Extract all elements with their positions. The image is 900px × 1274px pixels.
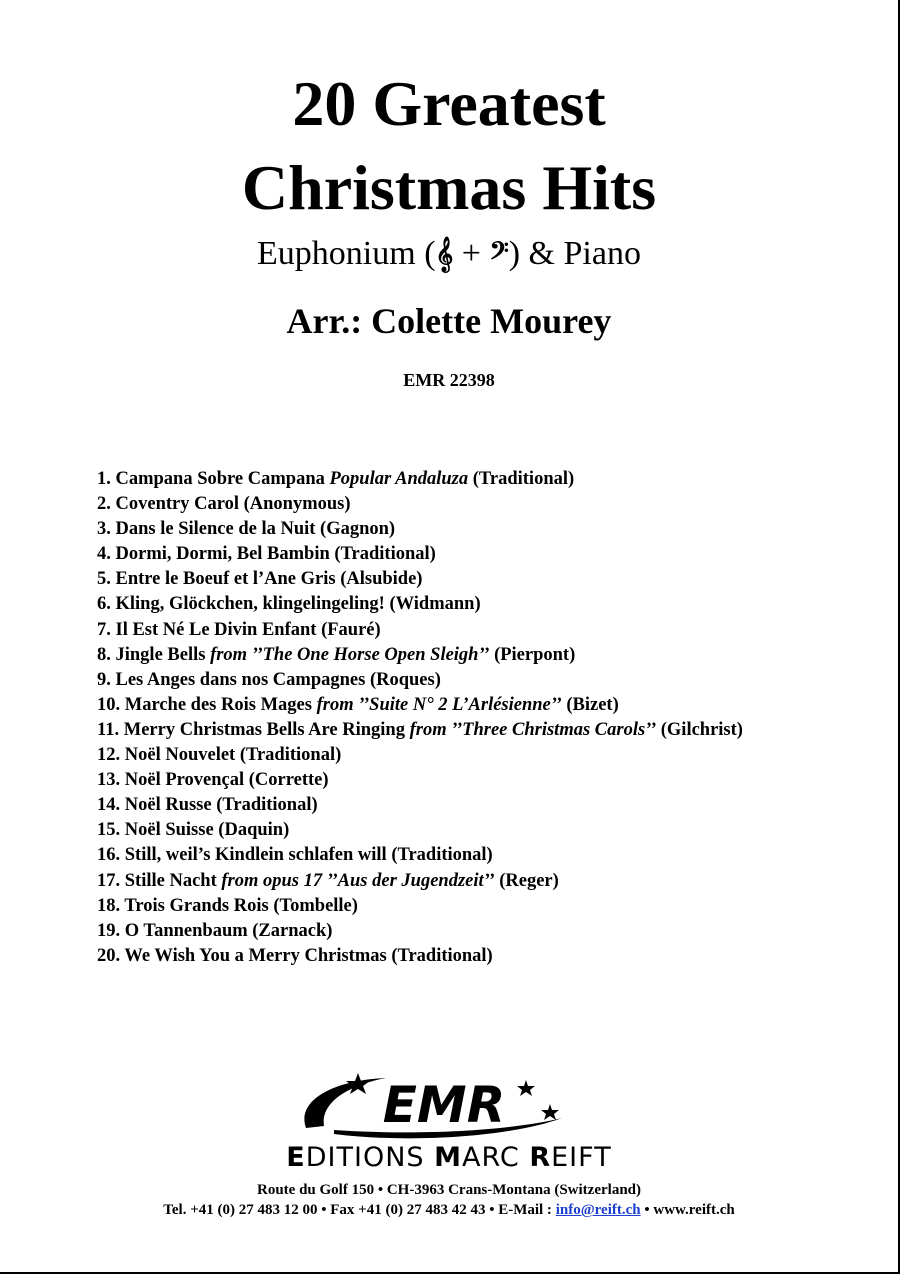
publisher-word-editions: DITIONS [305, 1142, 435, 1173]
track-item [97, 818, 743, 843]
track-item [97, 517, 743, 542]
track-composer: (Daquin) [218, 820, 290, 841]
track-item [97, 492, 743, 517]
track-source: Popular Andaluza [329, 469, 469, 489]
arranger: Arr.: Colette Mourey [286, 301, 612, 341]
track-item [97, 542, 743, 567]
track-composer: (Traditional) [391, 845, 493, 866]
track-composer: (Gilchrist) [660, 719, 743, 740]
emr-logo-icon [294, 1070, 570, 1140]
track-number: 6. [97, 594, 111, 615]
contact-phone-fax: Tel. +41 (0) 27 483 12 00 • Fax +41 (0) 27 483 42 43 • E-Mail : [163, 1202, 556, 1218]
track-number: 17. [97, 870, 121, 891]
track-source: from opus 17 ’’Aus der Jugendzeit’’ [221, 870, 495, 891]
track-title: Trois Grands Rois [124, 895, 269, 916]
track-composer: (Zarnack) [252, 920, 333, 941]
track-number: 1. [97, 469, 111, 489]
publisher-initial-r: R [529, 1142, 552, 1173]
track-item [97, 743, 743, 768]
track-item [97, 944, 743, 969]
track-title: Campana Sobre Campana [115, 469, 325, 489]
track-number: 9. [97, 669, 111, 690]
publisher-address: Route du Golf 150 • CH-3963 Crans-Montana (Switzerland) [257, 1182, 641, 1198]
track-title: Stille Nacht [124, 870, 217, 891]
track-title: Kling, Glöckchen, klingelingeling! [115, 594, 385, 615]
track-composer: (Reger) [499, 870, 559, 891]
track-number: 14. [97, 795, 121, 816]
track-number: 8. [97, 644, 111, 665]
track-number: 4. [97, 544, 111, 565]
plus-sign: + [453, 235, 490, 272]
track-title: Entre le Boeuf et l’Ane Gris [115, 569, 336, 590]
track-title: Noël Suisse [124, 820, 214, 841]
track-composer: (Traditional) [239, 745, 342, 766]
track-composer: (Traditional) [472, 469, 575, 489]
track-composer: (Roques) [369, 669, 441, 690]
track-item [97, 668, 743, 693]
track-composer: (Pierpont) [494, 644, 576, 665]
track-item [97, 718, 743, 743]
contact-website: • www.reift.ch [640, 1202, 735, 1218]
title-line-1: 20 Greatest [292, 68, 606, 139]
track-list [97, 467, 743, 969]
track-title: We Wish You a Merry Christmas [124, 945, 387, 966]
instrumentation [0, 232, 898, 277]
accompaniment-text: ) & Piano [508, 235, 641, 272]
treble-clef-icon: 𝄞 [435, 237, 454, 272]
track-number: 20. [97, 945, 121, 966]
track-item [97, 592, 743, 617]
track-title: Dormi, Dormi, Bel Bambin [115, 544, 330, 565]
track-item [97, 567, 743, 592]
track-source: from ’’Suite N° 2 L’Arlésienne’’ [316, 694, 562, 715]
track-title: Jingle Bells [115, 644, 206, 665]
track-item [97, 843, 743, 868]
track-number: 3. [97, 519, 111, 540]
track-title: Marche des Rois Mages [124, 694, 312, 715]
track-composer: (Widmann) [389, 594, 481, 615]
track-item [97, 894, 743, 919]
track-item [97, 919, 743, 944]
track-number: 11. [97, 719, 120, 740]
track-title: Noël Provençal [124, 770, 245, 791]
track-number: 2. [97, 494, 111, 515]
track-number: 16. [97, 845, 121, 866]
track-number: 10. [97, 694, 121, 715]
track-title: O Tannenbaum [124, 920, 248, 941]
track-title: Il Est Né Le Divin Enfant [115, 619, 317, 640]
track-composer: (Corrette) [248, 770, 329, 791]
track-item [97, 467, 743, 492]
publisher-word-marc: ARC [462, 1142, 530, 1173]
title-line-2: Christmas Hits [241, 152, 657, 223]
track-composer: (Anonymous) [243, 494, 351, 515]
track-title: Coventry Carol [115, 494, 239, 515]
track-item [97, 793, 743, 818]
track-source: from ’’Three Christmas Carols’’ [409, 719, 657, 740]
track-title: Still, weil’s Kindlein schlafen will [124, 845, 387, 866]
track-composer: (Fauré) [321, 619, 381, 640]
track-item [97, 693, 743, 718]
track-number: 15. [97, 820, 121, 841]
track-composer: (Tombelle) [273, 895, 358, 916]
track-number: 12. [97, 745, 121, 766]
track-composer: (Traditional) [334, 544, 436, 565]
track-title: Noël Russe [124, 795, 212, 816]
track-item [97, 618, 743, 643]
track-title: Noël Nouvelet [124, 745, 236, 766]
track-title: Dans le Silence de la Nuit [115, 519, 316, 540]
publisher-name [0, 1141, 898, 1175]
track-item [97, 869, 743, 894]
publisher-word-reift: EIFT [551, 1142, 612, 1173]
track-item [97, 768, 743, 793]
email-link[interactable]: info@reift.ch [555, 1202, 641, 1218]
logo-text: EMR [382, 1076, 506, 1134]
instrument-text: Euphonium ( [257, 235, 436, 272]
track-source: from ’’The One Horse Open Sleigh’’ [210, 644, 490, 665]
track-composer: (Gagnon) [320, 519, 396, 540]
catalog-number: EMR 22398 [403, 370, 495, 390]
track-item [97, 643, 743, 668]
track-number: 19. [97, 920, 121, 941]
bass-clef-icon: 𝄢 [489, 237, 509, 272]
track-composer: (Traditional) [216, 795, 318, 816]
track-title: Les Anges dans nos Campagnes [115, 669, 366, 690]
publisher-initial-e: E [286, 1142, 306, 1173]
track-composer: (Traditional) [391, 945, 493, 966]
track-number: 18. [97, 895, 121, 916]
track-number: 13. [97, 770, 121, 791]
track-composer: (Alsubide) [340, 569, 423, 590]
track-title: Merry Christmas Bells Are Ringing [123, 719, 405, 740]
track-number: 7. [97, 619, 111, 640]
track-number: 5. [97, 569, 111, 590]
publisher-contact [0, 1199, 898, 1221]
publisher-initial-m: M [434, 1142, 462, 1173]
page-title [0, 62, 898, 230]
track-composer: (Bizet) [566, 694, 619, 715]
